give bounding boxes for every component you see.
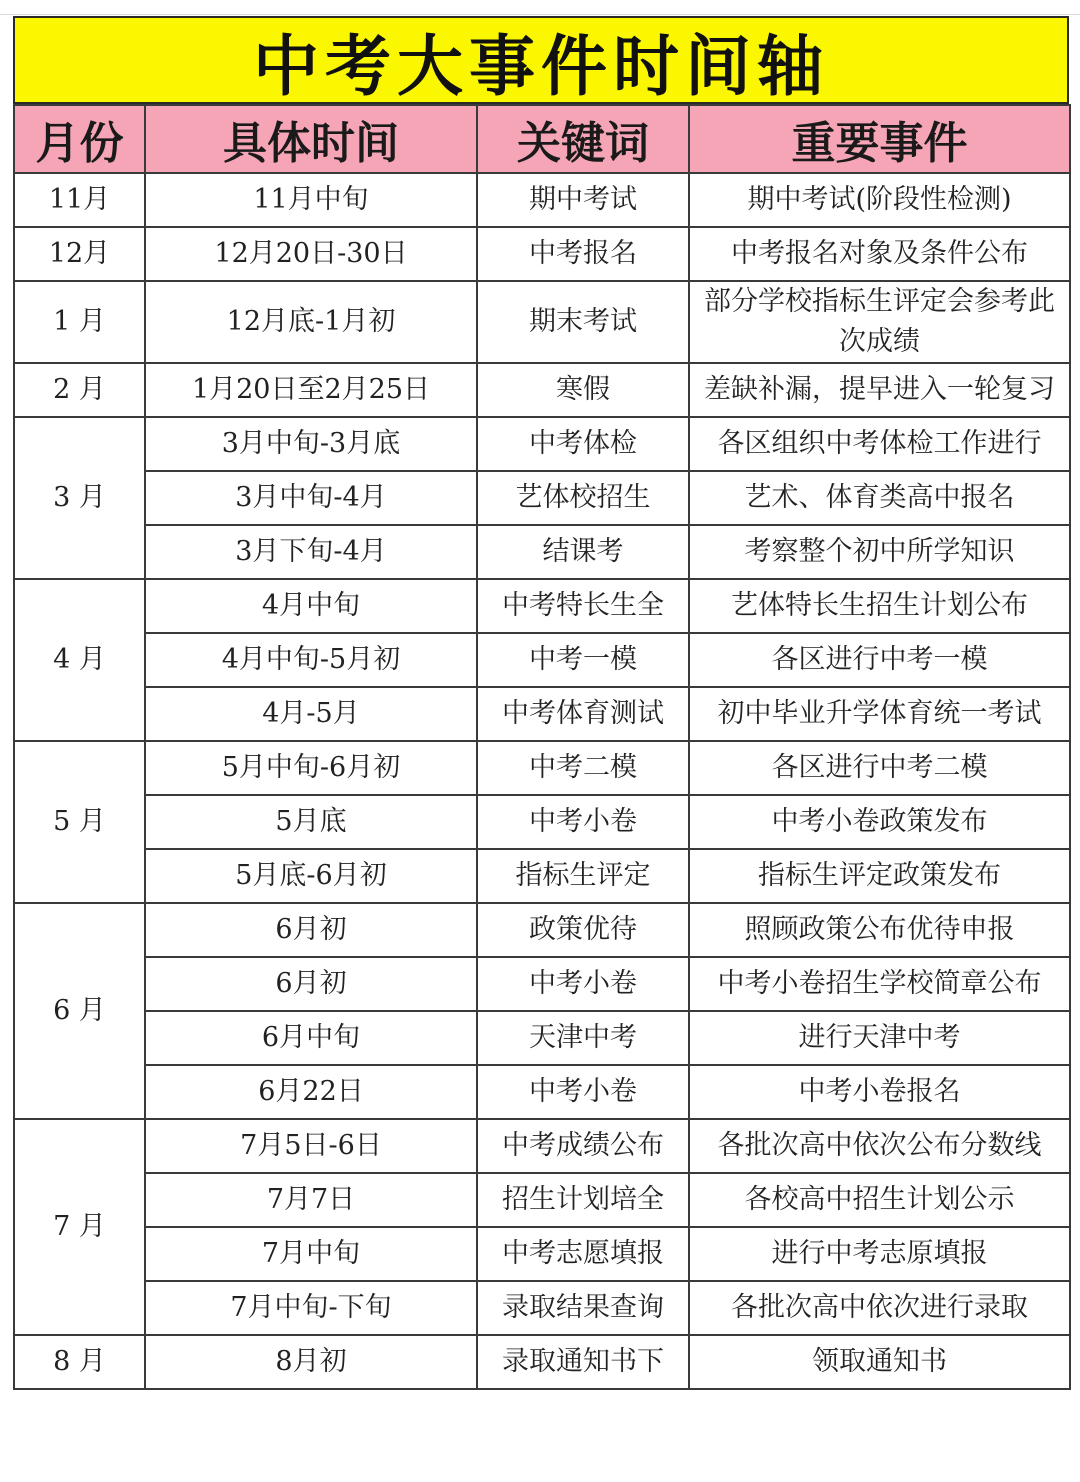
time-cell: 7月中旬-下旬 <box>145 1281 477 1335</box>
keyword-cell: 指标生评定 <box>477 849 689 903</box>
event-cell: 各区组织中考体检工作进行 <box>689 417 1070 471</box>
event-cell: 中考小卷招生学校简章公布 <box>689 957 1070 1011</box>
time-cell: 5月底 <box>145 795 477 849</box>
month-cell: 12月 <box>14 227 145 281</box>
month-cell: 6 月 <box>14 903 145 1119</box>
keyword-cell: 结课考 <box>477 525 689 579</box>
keyword-cell: 寒假 <box>477 363 689 417</box>
timeline-body <box>14 173 1070 1389</box>
event-cell: 艺术、体育类高中报名 <box>689 471 1070 525</box>
keyword-cell: 期中考试 <box>477 173 689 227</box>
month-cell: 4 月 <box>14 579 145 741</box>
keyword-cell: 中考成绩公布 <box>477 1119 689 1173</box>
table-row <box>14 687 1070 741</box>
table-row <box>14 525 1070 579</box>
month-cell: 5 月 <box>14 741 145 903</box>
month-cell: 1 月 <box>14 281 145 363</box>
table-row <box>14 795 1070 849</box>
timeline-table <box>13 104 1071 1390</box>
time-cell: 1月20日至2月25日 <box>145 363 477 417</box>
time-cell: 4月-5月 <box>145 687 477 741</box>
table-row <box>14 903 1070 957</box>
time-cell: 3月下旬-4月 <box>145 525 477 579</box>
month-cell: 3 月 <box>14 417 145 579</box>
keyword-cell: 中考体检 <box>477 417 689 471</box>
keyword-cell: 中考体育测试 <box>477 687 689 741</box>
table-row <box>14 1227 1070 1281</box>
time-cell: 6月中旬 <box>145 1011 477 1065</box>
time-cell: 3月中旬-3月底 <box>145 417 477 471</box>
month-cell: 7 月 <box>14 1119 145 1335</box>
month-cell: 8 月 <box>14 1335 145 1389</box>
table-row <box>14 471 1070 525</box>
event-cell: 各批次高中依次公布分数线 <box>689 1119 1070 1173</box>
event-cell: 进行天津中考 <box>689 1011 1070 1065</box>
table-row <box>14 1335 1070 1389</box>
table-row <box>14 849 1070 903</box>
keyword-cell: 艺体校招生 <box>477 471 689 525</box>
keyword-cell: 中考小卷 <box>477 1065 689 1119</box>
header-keyword: 关键词 <box>477 105 689 173</box>
table-row <box>14 1119 1070 1173</box>
page-title: 中考大事件时间轴 <box>13 16 1069 104</box>
time-cell: 7月5日-6日 <box>145 1119 477 1173</box>
time-cell: 6月22日 <box>145 1065 477 1119</box>
keyword-cell: 中考二模 <box>477 741 689 795</box>
keyword-cell: 录取通知书下 <box>477 1335 689 1389</box>
time-cell: 7月中旬 <box>145 1227 477 1281</box>
event-cell: 中考报名对象及条件公布 <box>689 227 1070 281</box>
table-row <box>14 957 1070 1011</box>
table-row <box>14 227 1070 281</box>
event-cell: 进行中考志原填报 <box>689 1227 1070 1281</box>
month-cell: 11月 <box>14 173 145 227</box>
keyword-cell: 中考一模 <box>477 633 689 687</box>
keyword-cell: 期末考试 <box>477 281 689 363</box>
keyword-cell: 中考志愿填报 <box>477 1227 689 1281</box>
event-cell: 艺体特长生招生计划公布 <box>689 579 1070 633</box>
event-cell: 各区进行中考二模 <box>689 741 1070 795</box>
keyword-cell: 政策优待 <box>477 903 689 957</box>
event-cell: 考察整个初中所学知识 <box>689 525 1070 579</box>
event-cell: 差缺补漏，提早进入一轮复习 <box>689 363 1070 417</box>
keyword-cell: 中考特长生全 <box>477 579 689 633</box>
month-cell: 2 月 <box>14 363 145 417</box>
event-cell: 各批次高中依次进行录取 <box>689 1281 1070 1335</box>
keyword-cell: 中考小卷 <box>477 957 689 1011</box>
table-row <box>14 1173 1070 1227</box>
keyword-cell: 中考报名 <box>477 227 689 281</box>
header-month: 月份 <box>14 105 145 173</box>
keyword-cell: 天津中考 <box>477 1011 689 1065</box>
time-cell: 7月7日 <box>145 1173 477 1227</box>
table-row <box>14 1065 1070 1119</box>
time-cell: 3月中旬-4月 <box>145 471 477 525</box>
event-cell: 照顾政策公布优待申报 <box>689 903 1070 957</box>
table-row <box>14 417 1070 471</box>
event-cell: 初中毕业升学体育统一考试 <box>689 687 1070 741</box>
keyword-cell: 录取结果查询 <box>477 1281 689 1335</box>
time-cell: 12月底-1月初 <box>145 281 477 363</box>
time-cell: 5月底-6月初 <box>145 849 477 903</box>
table-row <box>14 281 1070 363</box>
time-cell: 6月初 <box>145 903 477 957</box>
keyword-cell: 招生计划培全 <box>477 1173 689 1227</box>
time-cell: 8月初 <box>145 1335 477 1389</box>
table-row <box>14 363 1070 417</box>
event-cell: 中考小卷报名 <box>689 1065 1070 1119</box>
table-row <box>14 1011 1070 1065</box>
table-row <box>14 633 1070 687</box>
table-row <box>14 1281 1070 1335</box>
time-cell: 4月中旬 <box>145 579 477 633</box>
table-row <box>14 741 1070 795</box>
event-cell: 部分学校指标生评定会参考此次成绩 <box>689 281 1070 363</box>
event-cell: 期中考试(阶段性检测) <box>689 173 1070 227</box>
header-time: 具体时间 <box>145 105 477 173</box>
time-cell: 4月中旬-5月初 <box>145 633 477 687</box>
time-cell: 6月初 <box>145 957 477 1011</box>
time-cell: 12月20日-30日 <box>145 227 477 281</box>
table-row <box>14 173 1070 227</box>
header-event: 重要事件 <box>689 105 1070 173</box>
time-cell: 11月中旬 <box>145 173 477 227</box>
event-cell: 指标生评定政策发布 <box>689 849 1070 903</box>
time-cell: 5月中旬-6月初 <box>145 741 477 795</box>
table-row <box>14 579 1070 633</box>
event-cell: 领取通知书 <box>689 1335 1070 1389</box>
event-cell: 各区进行中考一模 <box>689 633 1070 687</box>
header-row <box>14 105 1070 173</box>
event-cell: 中考小卷政策发布 <box>689 795 1070 849</box>
keyword-cell: 中考小卷 <box>477 795 689 849</box>
event-cell: 各校高中招生计划公示 <box>689 1173 1070 1227</box>
